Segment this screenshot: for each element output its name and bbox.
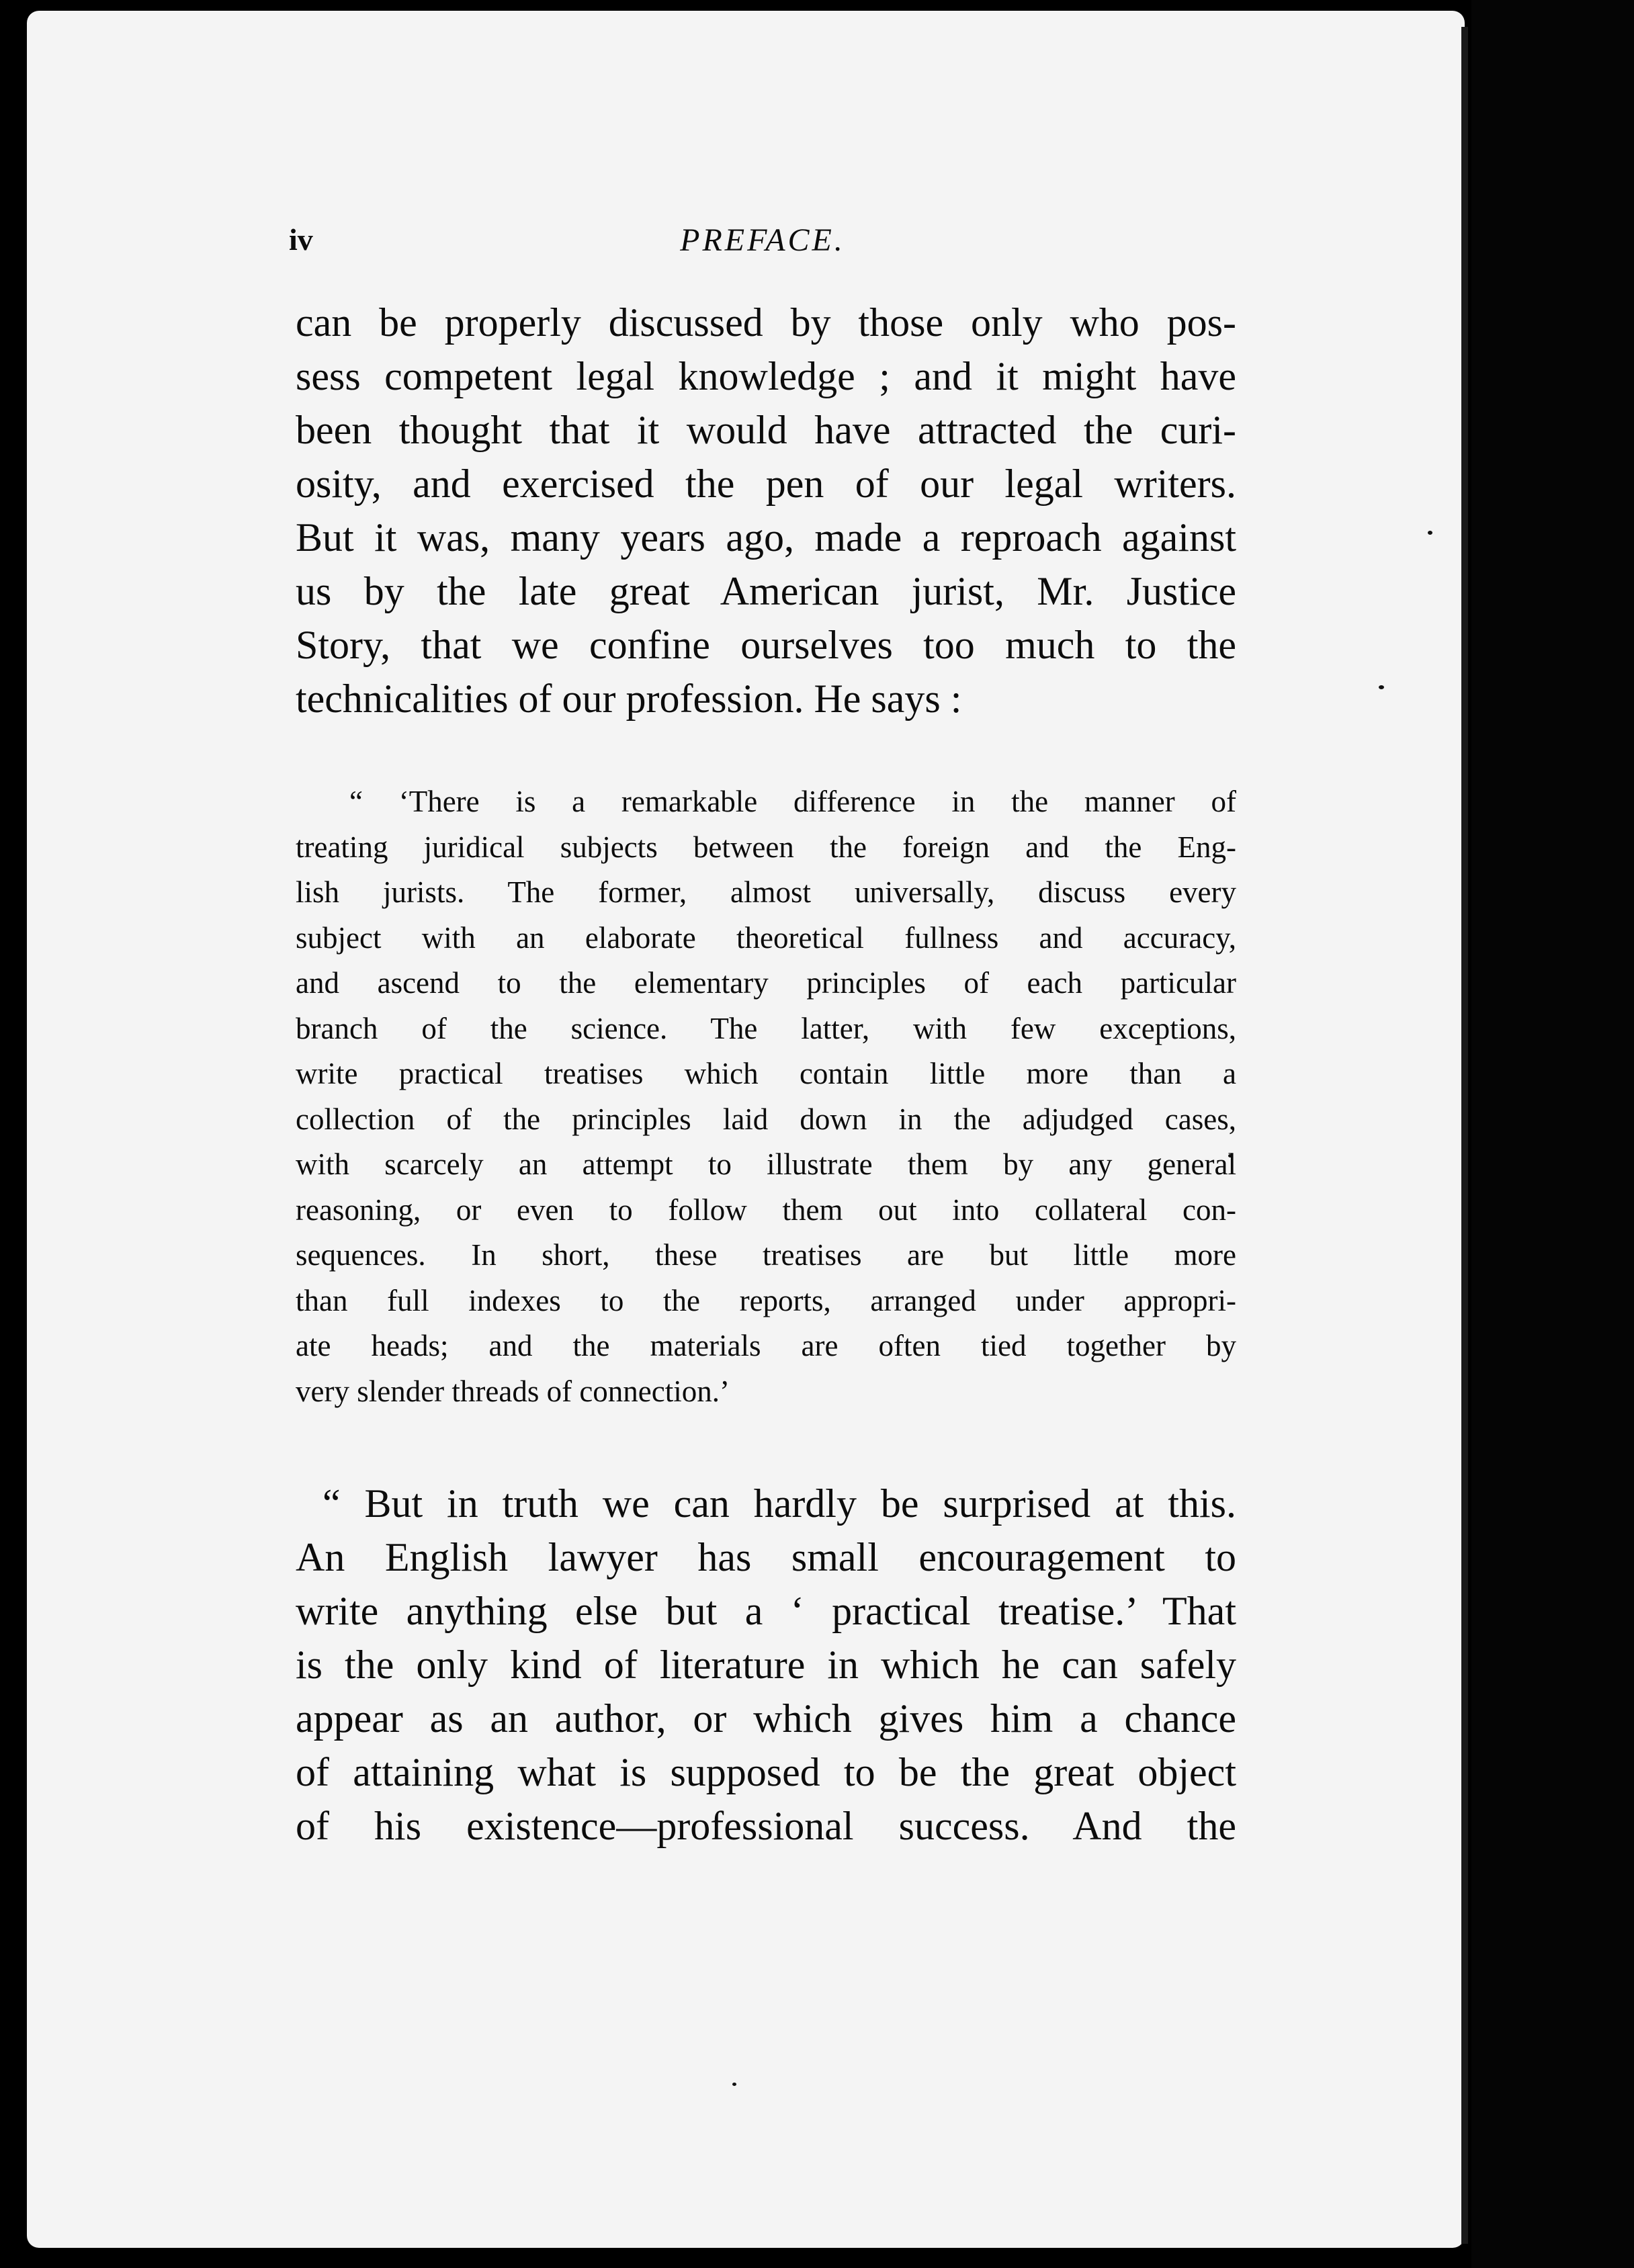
scan-speck [732,2083,736,2086]
text-line: is the only kind of literature in which he can safely [296,1643,1236,1687]
text-line: can be properly discussed by those only who pos- [296,300,1236,345]
text-line: sess competent legal knowledge ; and it might have [296,354,1236,398]
quote-line: and ascend to the elementary principles of each particular [296,966,1236,1000]
quote-line: with scarcely an attempt to illustrate them by any general [296,1147,1236,1181]
text-line: been thought that it would have attracted the curi- [296,408,1236,452]
text-line: osity, and exercised the pen of our legal writers. [296,462,1236,506]
block-quote [296,779,1236,1414]
scan-speck [1428,531,1432,535]
text-line: write anything else but a ‘ practical treatise.’ That [296,1589,1236,1633]
page-number: iv [289,222,313,257]
quote-line: lish jurists. The former, almost universally, discuss every [296,875,1236,909]
page-edge-shadow [1461,27,1468,2244]
quote-line: “ ‘There is a remarkable difference in the manner of [349,785,1236,818]
quote-line: than full indexes to the reports, arranged under appropri- [296,1283,1236,1317]
paragraph-2 [296,1477,1236,1853]
quote-line: write practical treatises which contain little more than a [296,1057,1236,1090]
text-line: of his existence—professional success. And the [296,1804,1236,1848]
quote-line: very slender threads of connection.’ [296,1374,730,1408]
text-line: An English lawyer has small encouragement to [296,1535,1236,1579]
quote-line: ate heads; and the materials are often tied together by [296,1329,1236,1362]
quote-line: branch of the science. The latter, with few exceptions, [296,1011,1236,1045]
quote-line: reasoning, or even to follow them out into collateral con- [296,1192,1236,1227]
text-line: But it was, many years ago, made a reproach against [296,515,1236,560]
text-line: of attaining what is supposed to be the great object [296,1750,1236,1794]
quote-line: collection of the principles laid down in the adjudged cases, [296,1102,1236,1136]
text-line: us by the late great American jurist, Mr. Justice [296,569,1236,613]
text-line: “ But in truth we can hardly be surprised at this. [322,1481,1236,1526]
quote-line: subject with an elaborate theoretical fullness and accuracy, [296,920,1236,955]
book-spine [1471,0,1634,2268]
paragraph-1 [296,296,1236,726]
text-line: Story, that we confine ourselves too much to the [296,623,1236,667]
text-line: appear as an author, or which gives him a chance [296,1696,1236,1741]
running-head: PREFACE. [680,222,845,258]
text-line: technicalities of our profession. He says : [296,677,962,721]
page-header [289,222,1236,269]
quote-line: treating juridical subjects between the foreign and the Eng- [296,830,1236,864]
scan-speck [1379,685,1384,689]
quote-line: sequences. In short, these treatises are but little more [296,1238,1236,1272]
